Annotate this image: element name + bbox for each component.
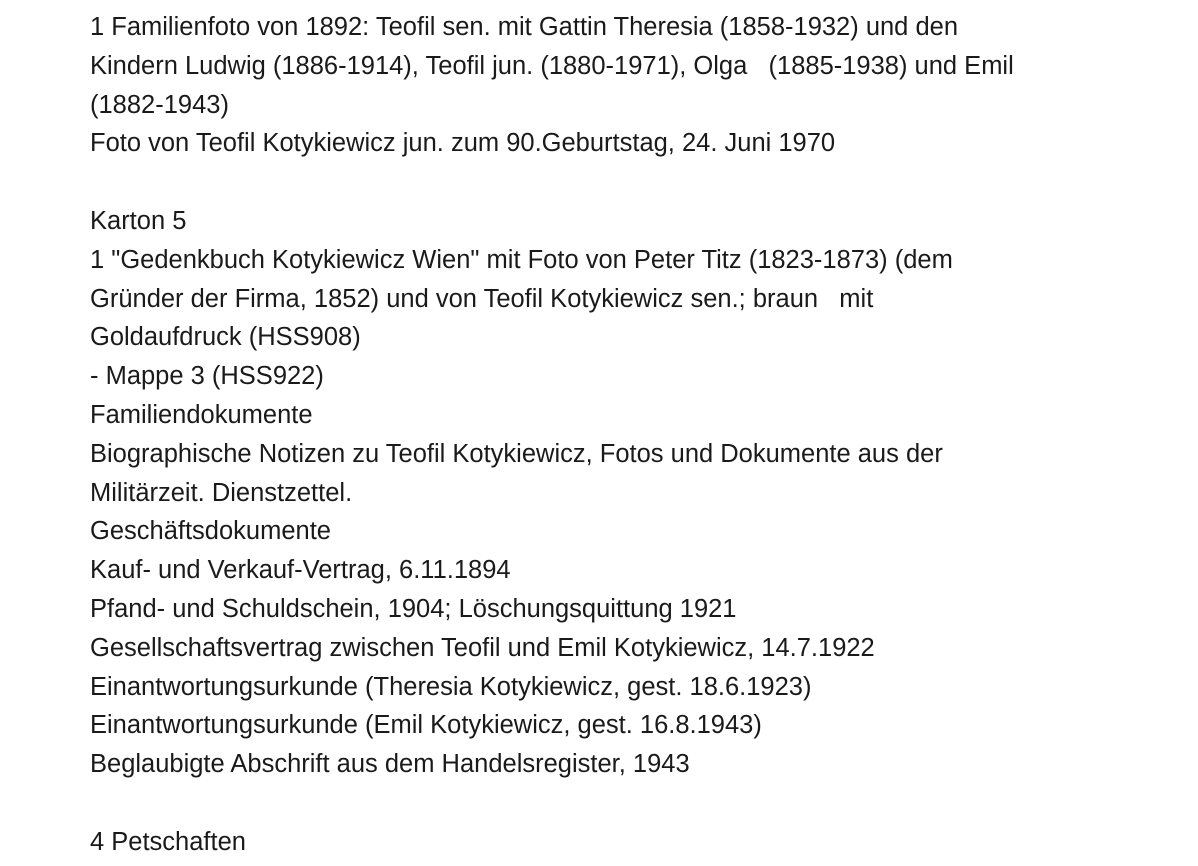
paragraph-gap bbox=[90, 163, 1180, 202]
text-line: Kauf- und Verkauf-Vertrag, 6.11.1894 bbox=[90, 556, 511, 585]
text-line: 4 Petschaften bbox=[90, 827, 246, 856]
text-line: Einantwortungsurkunde (Theresia Kotykiewicz, gest. 18.6.1923) bbox=[90, 672, 812, 701]
text-line: Einantwortungsurkunde (Emil Kotykiewicz, gest. 16.8.1943) bbox=[90, 711, 762, 740]
text-line: Foto von Teofil Kotykiewicz jun. zum 90.Geburtstag, 24. Juni 1970 bbox=[90, 129, 836, 158]
document-body bbox=[90, 8, 1180, 862]
text-line: 1 "Gedenkbuch Kotykiewicz Wien" mit Foto von Peter Titz (1823-1873) (dem bbox=[90, 245, 953, 274]
section-heading: Karton 5 bbox=[90, 206, 187, 235]
text-line: Pfand- und Schuldschein, 1904; Löschungsquittung 1921 bbox=[90, 594, 737, 623]
subheading: Geschäftsdokumente bbox=[90, 517, 331, 546]
text-line: Beglaubigte Abschrift aus dem Handelsregister, 1943 bbox=[90, 750, 690, 779]
text-line: (1882-1943) bbox=[90, 90, 229, 119]
text-line: 1 Familienfoto von 1892: Teofil sen. mit Gattin Theresia (1858-1932) und den bbox=[90, 13, 958, 41]
text-line: Biographische Notizen zu Teofil Kotykiewicz, Fotos und Dokumente aus der bbox=[90, 439, 943, 468]
text-line: Kindern Ludwig (1886-1914), Teofil jun. (1880-1971), Olga (1885-1938) und Emil bbox=[90, 51, 1014, 80]
text-line: - Mappe 3 (HSS922) bbox=[90, 362, 324, 391]
text-line: Gründer der Firma, 1852) und von Teofil Kotykiewicz sen.; braun mit bbox=[90, 284, 874, 313]
subheading: Familiendokumente bbox=[90, 400, 313, 429]
text-line: Militärzeit. Dienstzettel. bbox=[90, 478, 353, 507]
text-line: Goldaufdruck (HSS908) bbox=[90, 323, 361, 352]
paragraph-gap bbox=[90, 784, 1180, 823]
text-line: Gesellschaftsvertrag zwischen Teofil und Emil Kotykiewicz, 14.7.1922 bbox=[90, 633, 875, 662]
